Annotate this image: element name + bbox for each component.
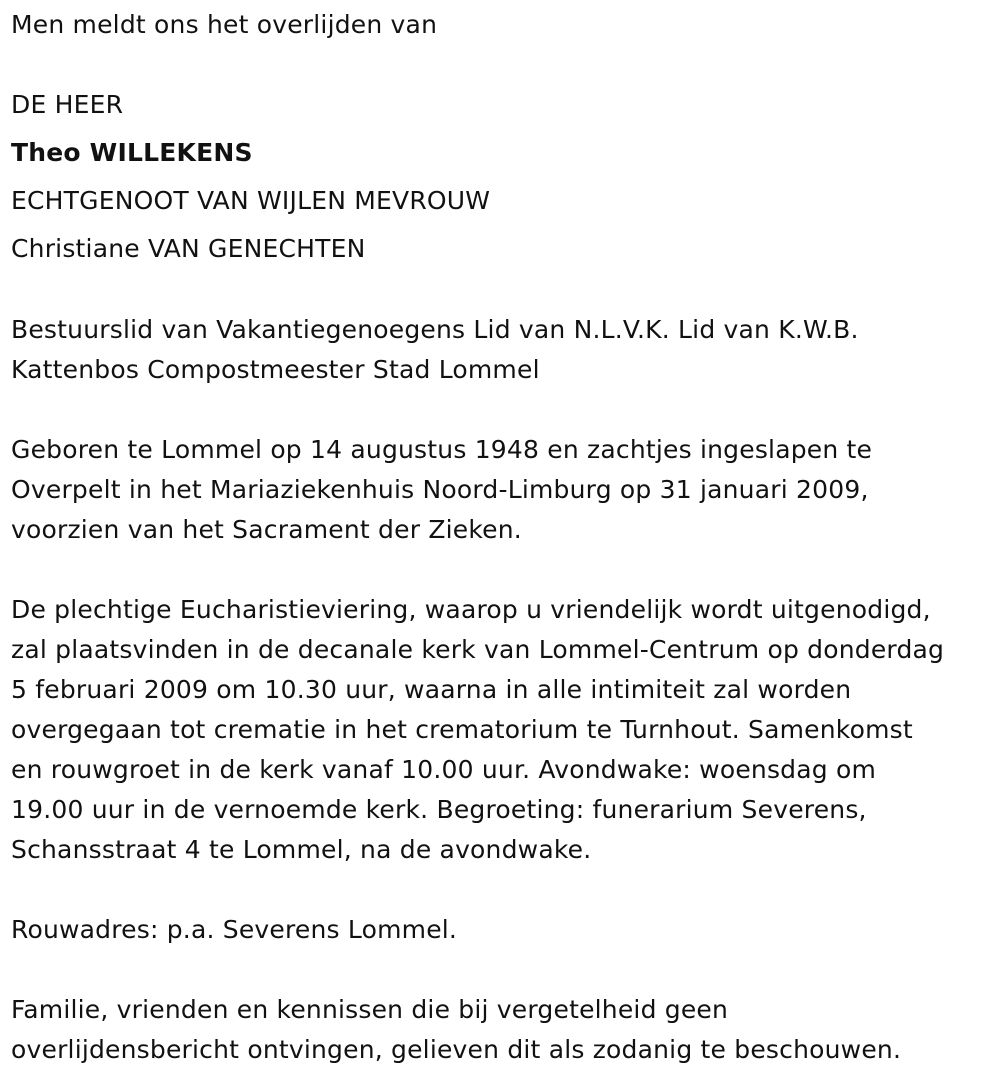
ceremony-line: De plechtige Eucharistieviering, waarop u vriendelijk wordt uitgenodigd, — [11, 595, 931, 624]
closing-line: overlijdensbericht ontvingen, gelieven dit als zodanig te beschouwen. — [11, 1035, 902, 1064]
ceremony-line: zal plaatsvinden in de decanale kerk van Lommel-Centrum op donderdag — [11, 635, 945, 664]
intro-text: Men meldt ons het overlijden van — [11, 10, 438, 39]
ceremony-line: 19.00 uur in de vernoemde kerk. Begroeting: funerarium Severens, — [11, 795, 867, 824]
spouse-label: ECHTGENOOT VAN WIJLEN MEVROUW — [11, 186, 491, 215]
deceased-name: Theo WILLEKENS — [11, 138, 253, 167]
mourning-address: Rouwadres: p.a. Severens Lommel. — [11, 915, 458, 944]
spouse-name: Christiane VAN GENECHTEN — [11, 234, 366, 263]
honorific: DE HEER — [11, 90, 124, 119]
roles-line: Kattenbos Compostmeester Stad Lommel — [11, 355, 540, 384]
closing-line: Familie, vrienden en kennissen die bij vergetelheid geen — [11, 995, 729, 1024]
roles-line: Bestuurslid van Vakantiegenoegens Lid van N.L.V.K. Lid van K.W.B. — [11, 315, 859, 344]
birth-death-line: Geboren te Lommel op 14 augustus 1948 en zachtjes ingeslapen te — [11, 435, 873, 464]
ceremony-line: 5 februari 2009 om 10.30 uur, waarna in alle intimiteit zal worden — [11, 675, 852, 704]
ceremony-line: Schansstraat 4 te Lommel, na de avondwake. — [11, 835, 592, 864]
ceremony-line: en rouwgroet in de kerk vanaf 10.00 uur. Avondwake: woensdag om — [11, 755, 877, 784]
birth-death-line: voorzien van het Sacrament der Zieken. — [11, 515, 522, 544]
ceremony-line: overgegaan tot crematie in het crematorium te Turnhout. Samenkomst — [11, 715, 913, 744]
birth-death-line: Overpelt in het Mariaziekenhuis Noord-Limburg op 31 januari 2009, — [11, 475, 869, 504]
